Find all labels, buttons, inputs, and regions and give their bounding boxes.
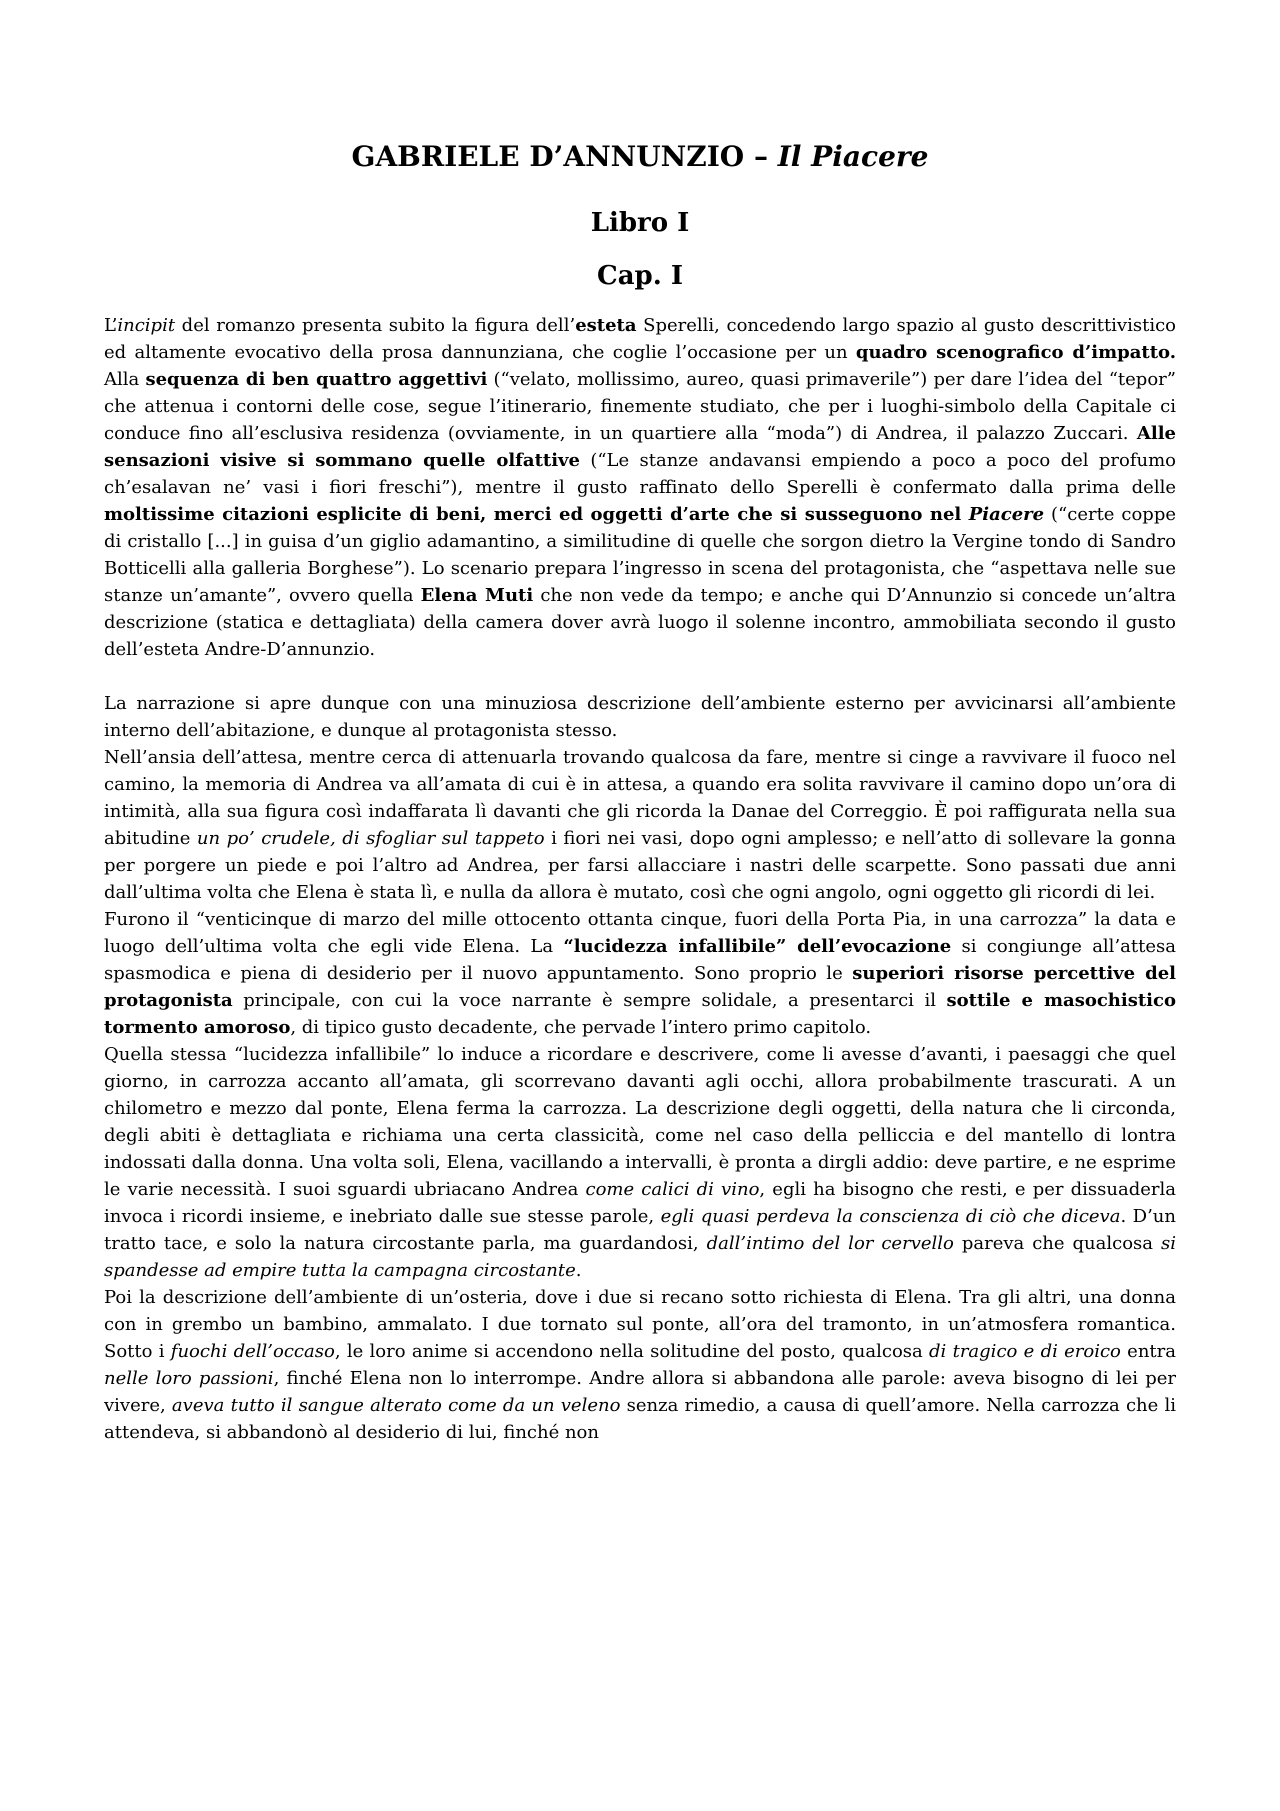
- text-run: . D’un tratto tace, e solo la natura circostante parla, ma guardandosi,: [104, 1205, 1176, 1254]
- text-run: esteta: [575, 314, 637, 336]
- text-run: egli quasi perdeva la conscienza di ciò che diceva: [660, 1205, 1121, 1227]
- text-run: quadro scenografico d’impatto.: [855, 341, 1176, 363]
- book-heading: Libro I: [590, 207, 690, 238]
- paragraph: [104, 690, 1176, 744]
- text-run: superiori risorse percettive del protagonista: [104, 962, 1176, 1011]
- text-run: pareva che qualcosa: [953, 1232, 1161, 1254]
- text-run: principale, con cui la voce narrante è sempre solidale, a presentarci il: [232, 989, 947, 1011]
- paragraph: [104, 906, 1176, 1041]
- text-run: sottile e masochistico tormento amoroso: [104, 989, 1176, 1038]
- chapter-heading: Cap. I: [597, 260, 683, 291]
- text-run: , egli ha bisogno che resti, e per dissuaderla invoca i ricordi insieme, e inebriato dalle sue stesse parole,: [104, 1178, 1176, 1227]
- text-run: Nell’ansia dell’attesa, mentre cerca di attenuarla trovando qualcosa da fare, mentre si cinge a ravvivare il fuoco nel camino, la memoria di Andrea va all’amata di cui è in attesa, a quando era solita ravvivare il camino dopo un’ora di intimità, alla sua figura così indaffarata lì davanti che gli ricorda la Danae del Correggio. È poi raffigurata nella sua abitudine: [104, 746, 1176, 849]
- text-run: aveva tutto il sangue alterato come da un veleno: [171, 1394, 621, 1416]
- text-run: Sperelli, concedendo largo spazio al gusto descrittivistico ed altamente evocativo della prosa dannunziana, che coglie l’occasione per un: [104, 314, 1177, 363]
- text-run: dall’intimo del lor cervello: [706, 1232, 954, 1254]
- text-run: , le loro anime si accendono nella solitudine del posto, qualcosa: [334, 1340, 930, 1362]
- text-run: (“velato, mollissimo, aureo, quasi primaverile”) per dare l’idea del “tepor” che attenua i contorni delle cose, segue l’itinerario, finemente studiato, che per i luoghi-simbolo della Capitale ci conduce fino all’esclusiva residenza (ovviamente, in un quartiere alla “moda”) di Andrea, il palazzo Zuccari.: [104, 368, 1176, 444]
- text-run: come calici di vino: [585, 1178, 760, 1200]
- document-body: [104, 312, 1176, 1446]
- document-title-text: GABRIELE D’ANNUNZIO –: [351, 140, 778, 173]
- text-run: Quella stessa “lucidezza infallibile” lo induce a ricordare e descrivere, come li avesse d’avanti, i paesaggi che quel giorno, in carrozza accanto all’amata, gli scorrevano davanti agli occhi, allora probabilmente trascurati. A un chilometro e mezzo dal ponte, Elena ferma la carrozza. La descrizione degli oggetti, della natura che li circonda, degli abiti è dettagliata e richiama una certa classicità, come nel caso della pelliccia e del mantello di lontra indossati dalla donna. Una volta soli, Elena, vacillando a intervalli, è pronta a dirgli addio: deve partire, e ne esprime le varie necessità. I suoi sguardi ubriacano Andrea: [104, 1043, 1176, 1200]
- text-run: fuochi dell’occaso: [170, 1340, 335, 1362]
- text-run: si spandesse ad empire tutta la campagna circostante: [104, 1232, 1176, 1281]
- text-run: , finché Elena non lo interrompe. Andre allora si abbandona alle parole: aveva bisogno di lei per vivere,: [104, 1367, 1177, 1416]
- text-run: incipit: [117, 314, 176, 336]
- text-run: i fiori nei vasi, dopo ogni amplesso; e nell’atto di sollevare la gonna per porgere un piede e poi l’altro ad Andrea, per farsi allacciare i nastri delle scarpette. Sono passati due anni dall’ultima volta che Elena è stata lì, e nulla da allora è mutato, così che ogni angolo, ogni oggetto gli ricordi di lei.: [104, 827, 1177, 903]
- text-run: “lucidezza infallibile” dell’evocazione: [563, 935, 952, 957]
- text-run: Alle sensazioni visive si sommano quelle olfattive: [104, 422, 1176, 471]
- paragraph: [104, 1041, 1176, 1284]
- paragraph: [104, 1284, 1176, 1446]
- document-title-work-name: Il Piacere: [777, 140, 929, 173]
- text-run: La narrazione si apre dunque con una minuziosa descrizione dell’ambiente esterno per avvicinarsi all’ambiente interno dell’abitazione, e dunque al protagonista stesso.: [104, 692, 1176, 741]
- text-run: sequenza di ben quattro aggettivi: [145, 368, 488, 390]
- text-run: , di tipico gusto decadente, che pervade l’intero primo capitolo.: [290, 1016, 872, 1038]
- text-run: Elena Muti: [420, 584, 534, 606]
- text-run: L’: [104, 314, 118, 336]
- text-run: nelle loro passioni: [104, 1367, 274, 1389]
- text-run: .: [575, 1259, 582, 1281]
- paragraph: [104, 312, 1176, 663]
- text-run: moltissime citazioni esplicite di beni, merci ed oggetti d’arte che si susseguono nel: [104, 503, 969, 525]
- text-run: che non vede da tempo; e anche qui D’Annunzio si concede un’altra descrizione (statica e dettagliata) della camera dover avrà luogo il solenne incontro, ammobiliata secondo il gusto dell’esteta Andre-D’annunzio.: [104, 584, 1176, 660]
- text-run: senza rimedio, a causa di quell’amore. Nella carrozza che li attendeva, si abbandonò al desiderio di lui, finché non: [104, 1394, 1176, 1443]
- text-run: Poi la descrizione dell’ambiente di un’osteria, dove i due si recano sotto richiesta di Elena. Tra gli altri, una donna con in grembo un bambino, ammalato. I due tornato sul ponte, all’ora del tramonto, in un’atmosfera romantica. Sotto i: [104, 1286, 1176, 1362]
- text-run: Piacere: [968, 503, 1045, 525]
- text-run: si congiunge all’attesa spasmodica e piena di desiderio per il nuovo appuntamento. Sono proprio le: [104, 935, 1176, 984]
- text-run: (“certe coppe di cristallo [...] in guisa d’un giglio adamantino, a similitudine di quelle che sorgon dietro la Vergine tondo di Sandro Botticelli alla galleria Borghese”). Lo scenario prepara l’ingresso in scena del protagonista, che “aspettava nelle sue stanze un’amante”, ovvero quella: [104, 503, 1176, 606]
- text-run: entra: [1120, 1340, 1177, 1362]
- text-run: (“Le stanze andavansi empiendo a poco a poco del profumo ch’esalavan ne’ vasi i fiori freschi”), mentre il gusto raffinato dello Sperelli è confermato dalla prima delle: [104, 449, 1176, 498]
- paragraph: [104, 744, 1176, 906]
- text-run: del romanzo presenta subito la figura dell’: [175, 314, 576, 336]
- document-title: [104, 140, 1176, 174]
- text-run: Furono il “venticinque di marzo del mille ottocento ottanta cinque, fuori della Porta Pia, in una carrozza” la data e luogo dell’ultima volta che egli vide Elena. La: [104, 908, 1176, 957]
- text-run: Alla: [104, 368, 146, 390]
- text-run: di tragico e di eroico: [929, 1340, 1121, 1362]
- text-run: un po’ crudele, di sfogliar sul tappeto: [196, 827, 545, 849]
